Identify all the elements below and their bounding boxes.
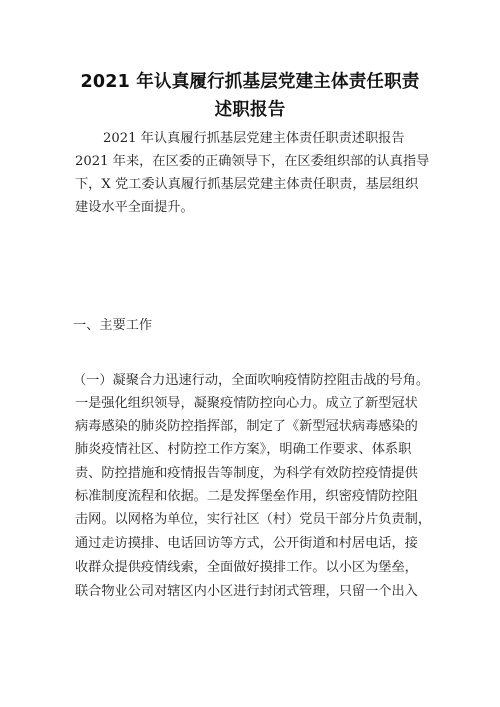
section-heading: 一、主要工作 (73, 318, 153, 333)
body-line-5: 责、防控措施和疫情报告等制度，为科学有效防控疫情提供 (75, 466, 418, 481)
body-line-10: 联合物业公司对辖区内小区进行封闭式管理，只留一个出入 (75, 584, 418, 599)
document-title-line-2: 述职报告 (214, 100, 286, 120)
body-line-7: 击网。以网格为单位，实行社区（村）党员干部分片负责制， (75, 512, 432, 527)
body-line-9: 收群众提供疫情线索，全面做好摸排工作。以小区为堡垒， (75, 560, 418, 575)
body-line-8: 通过走访摸排、电话回访等方式，公开街道和村居电话，接 (75, 536, 418, 551)
intro-line-2: 2021 年来，在区委的正确领导下，在区委组织部的认真指导 (75, 154, 430, 169)
body-line-1: （一）凝聚合力迅速行动，全面吹响疫情防控阻击战的号角。 (73, 373, 430, 388)
intro-line-1: 2021 年认真履行抓基层党建主体责任职责述职报告 (103, 131, 405, 146)
body-line-4: 肺炎疫情社区、村防控工作方案》，明确工作要求、体系职 (75, 442, 412, 457)
body-line-3: 病毒感染的肺炎防控指挥部，制定了《新型冠状病毒感染的 (75, 419, 418, 434)
body-line-2: 一是强化组织领导，凝聚疫情防控向心力。成立了新型冠状 (75, 396, 418, 411)
document-title-line-1: 2021 年认真履行抓基层党建主体责任职责 (80, 72, 420, 92)
intro-line-4: 建设水平全面提升。 (75, 200, 194, 215)
body-line-6: 标准制度流程和依据。二是发挥堡垒作用，织密疫情防控阻 (75, 489, 418, 504)
intro-line-3: 下，X 党工委认真履行抓基层党建主体责任职责，基层组织 (75, 177, 419, 192)
